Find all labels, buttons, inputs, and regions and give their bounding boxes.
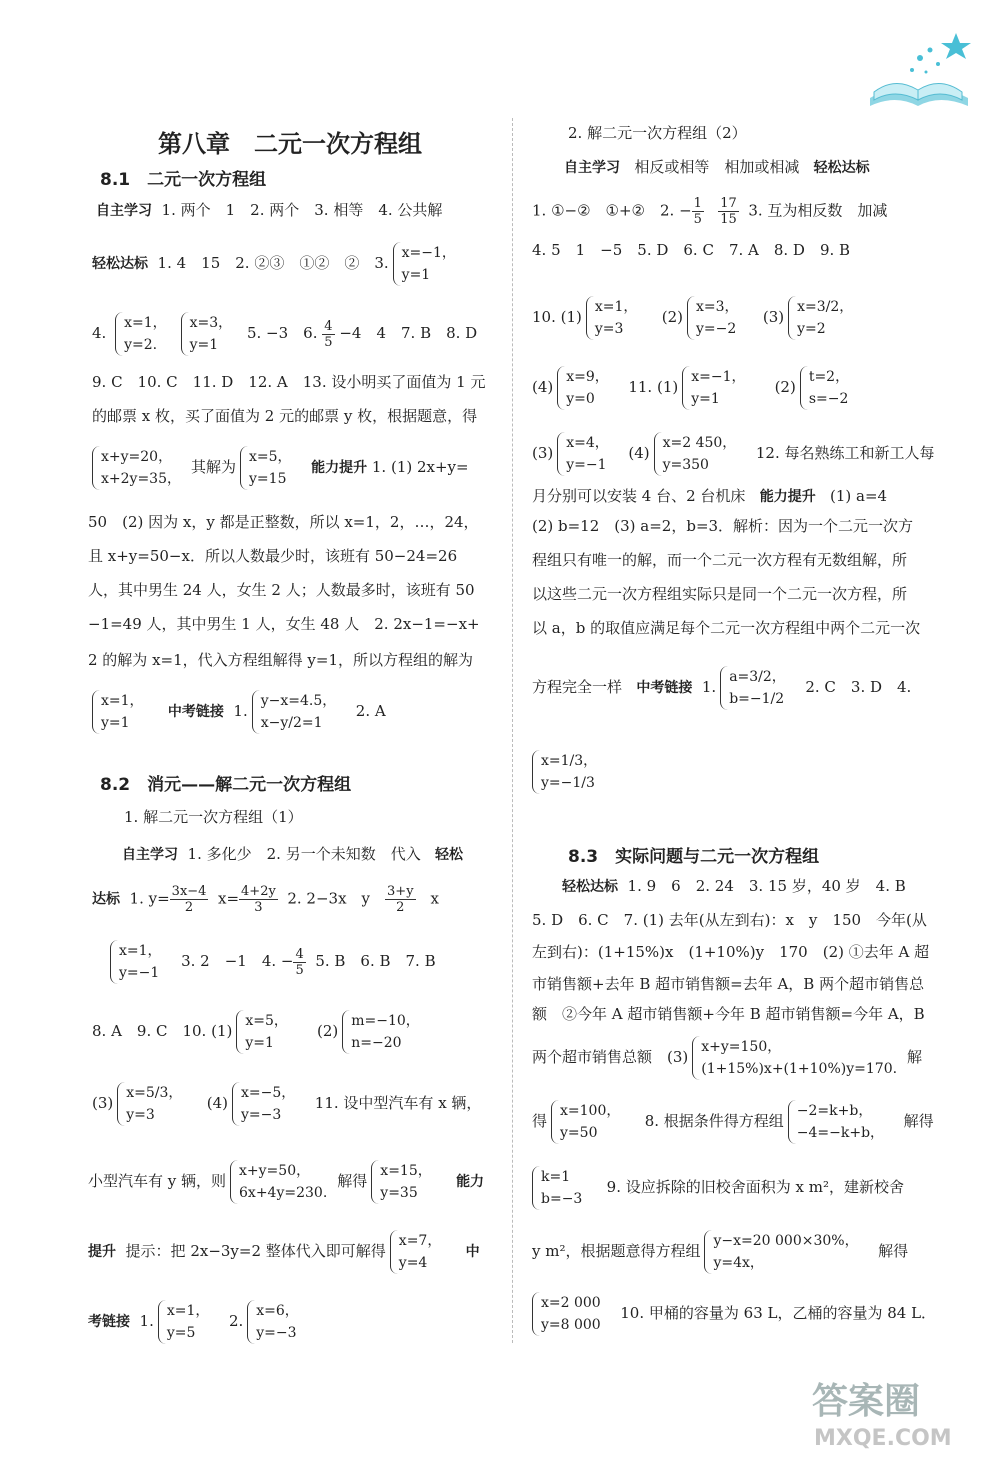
answer-line: 1. 9 6 2. 24 3. 15 岁，40 岁 4. B — [627, 877, 906, 895]
equation-system: y−x=4.5， x−y/2=1 — [252, 690, 343, 734]
equation-system: x=100， y=50 — [551, 1100, 626, 1144]
equation-system: x=−5， y=−3 — [232, 1082, 301, 1126]
answer-line: 两个超市销售总额 (3) — [532, 1048, 689, 1066]
equation-system: x=2 450， y=350 — [654, 432, 743, 476]
answer-line: 相反或相等 相加或相减 — [634, 158, 800, 176]
label-exam: 考链接 — [88, 1314, 130, 1330]
label-exam: 中考链接 — [636, 680, 693, 696]
answer-line: 1. 4 15 2. ②③ ①② ② 3. — [157, 254, 389, 272]
equation-system: −2=k+b， −4=−k+b， — [788, 1100, 890, 1144]
answer-line: 1. ①−② ①+② 2. − — [532, 201, 692, 220]
answer-line: (2) — [316, 1022, 339, 1040]
equation-system: x=7， y=4 — [390, 1230, 448, 1274]
answer-line: 解得 — [903, 1112, 934, 1130]
answer-line: 其解为 — [191, 458, 237, 476]
answer-line: y m²，根据题意得方程组 — [532, 1242, 701, 1260]
equation-system: x=−1， y=1 — [393, 242, 462, 286]
answer-line: (2) — [774, 378, 796, 396]
label-easy: 轻松 — [435, 847, 464, 863]
answer-line: −1=49 人，其中男生 1 人，女生 48 人 2. 2x−1=−x+ — [88, 615, 480, 633]
answer-line: 9. 设应拆除的旧校舍面积为 x m²，建新校舍 — [606, 1178, 904, 1196]
column-divider — [512, 118, 513, 1343]
answer-line: (4) — [532, 378, 554, 396]
answer-line: 1. 两个 1 2. 两个 3. 相等 4. 公共解 — [161, 201, 443, 219]
equation-system: x=3/2， y=2 — [788, 296, 859, 340]
answer-line: (1) a=4 — [830, 487, 888, 505]
fraction: $\frac{4}{5}$ — [324, 318, 333, 350]
answer-line: 提示：把 2x−3y=2 整体代入即可解得 — [125, 1242, 386, 1260]
answer-line: 3. 互为相反数 加减 — [748, 201, 888, 220]
answer-line: 8. 根据条件得方程组 — [644, 1112, 784, 1130]
subsection-title: 2. 解二元一次方程组（2） — [568, 124, 747, 142]
answer-line: 且 x+y=50−x．所以人数最少时，该班有 50−24=26 — [88, 547, 458, 565]
equation-system: x=5， y=1 — [236, 1010, 294, 1054]
equation-system: x+y=150， (1+15%)x+(1+10%)y=170. — [692, 1036, 903, 1080]
equation-system: x=1， y=−1 — [110, 940, 168, 984]
answer-line: 2 的解为 x=1，代入方程组解得 y=1，所以方程组的解为 — [88, 651, 474, 669]
equation-system: x=1， y=1 — [92, 690, 150, 734]
answer-line: 市销售额+去年 B 超市销售额=去年 A，B 两个超市销售总 — [532, 975, 925, 993]
equation-system: x=−1， y=1 — [682, 366, 751, 410]
answer-line: 2. — [228, 1312, 244, 1330]
label-easy: 轻松达标 — [562, 879, 618, 895]
equation-system: x=1， y=5 — [158, 1300, 216, 1344]
answer-line: 5. B 6. B 7. B — [315, 952, 436, 970]
equation-system: a=3/2， b=−1/2 — [720, 666, 792, 710]
equation-system: x=5， y=15 — [240, 446, 298, 490]
answer-line: 小型汽车有 y 辆，则 — [88, 1172, 227, 1190]
equation-system: x=2 000 y=8 000 — [532, 1292, 607, 1336]
label-easy: 达标 — [92, 891, 120, 908]
equation-system: x=1/3， y=−1/3 — [532, 750, 603, 794]
answer-line: 1. y= — [129, 889, 170, 908]
equation-system: x+y=50， 6x+4y=230. — [230, 1160, 333, 1204]
answer-line: (4) — [206, 1094, 228, 1112]
answer-line: 方程完全一样 — [532, 678, 623, 696]
answer-line: 1. — [139, 1312, 154, 1330]
answer-line: 8. A 9. C 10. (1) — [92, 1022, 233, 1040]
subsection-title: 1. 解二元一次方程组（1） — [124, 808, 303, 826]
answer-line: 1. — [233, 702, 248, 720]
equation-system: x=1， y=2. — [115, 312, 173, 356]
answer-line: 1. (1) 2x+y= — [371, 458, 469, 476]
answer-line: 以这些二元一次方程组实际只是同一个二元一次方程，所 — [532, 585, 908, 603]
equation-system: x=6， y=−3 — [247, 1300, 305, 1344]
answer-line: (2) — [661, 308, 683, 326]
answer-line: (2) b=12 (3) a=2，b=3．解析：因为一个二元一次方 — [532, 517, 914, 535]
equation-system: k=1 b=−3 — [532, 1166, 588, 1210]
chapter-title: 第八章 二元一次方程组 — [158, 130, 422, 158]
answer-line: 10. 甲桶的容量为 63 L，乙桶的容量为 84 L． — [620, 1304, 937, 1322]
label-ability: 提升 — [88, 1244, 116, 1260]
equation-system: x+y=20， x+2y=35， — [92, 446, 187, 490]
fraction: $\frac{3x-4}{2}$ — [171, 884, 207, 915]
answer-line: 4. 5 1 −5 5. D 6. C 7. A 8. D 9. B — [532, 241, 851, 259]
label-exam: 中 — [465, 1244, 480, 1260]
label-exam: 中考链接 — [167, 704, 224, 720]
answer-line: 解得 — [878, 1242, 909, 1260]
label-self-study: 自主学习 — [564, 160, 620, 176]
label-self-study: 自主学习 — [96, 203, 152, 219]
watermark-logo — [802, 1365, 982, 1455]
answer-line: (3) — [532, 444, 554, 462]
label-ability: 能力提升 — [311, 460, 368, 476]
answer-line: (3) — [762, 308, 785, 326]
answer-line: 人，其中男生 24 人，女生 2 人；人数最多时，该班有 50 — [88, 581, 475, 599]
answer-line: 得 — [532, 1112, 548, 1130]
answer-line: 12. 每名熟练工和新工人每 — [755, 444, 935, 462]
svg-text:MXQE.COM: MXQE.COM — [814, 1426, 952, 1451]
label-easy: 轻松达标 — [813, 160, 870, 176]
equation-system: x=15， y=35 — [371, 1160, 437, 1204]
answer-line: 解得 — [337, 1172, 368, 1190]
answer-line: 额 ②今年 A 超市销售额+今年 B 超市销售额=今年 A，B — [532, 1005, 925, 1023]
fraction: $\frac{17}{15}$ — [720, 196, 737, 227]
answer-line: 3. 2 −1 4. − — [181, 952, 294, 970]
label-self-study: 自主学习 — [122, 847, 178, 863]
equation-system: x=9， y=0 — [557, 366, 615, 410]
answer-line: 左到右)：(1+15%)x (1+10%)y 170 (2) ①去年 A 超 — [532, 943, 930, 961]
answer-line: (4) — [628, 444, 650, 462]
answer-line: 月分别可以安装 4 台、2 台机床 — [532, 487, 746, 505]
equation-system: m=−10， n=−20 — [342, 1010, 426, 1054]
answer-line: 11. 设中型汽车有 x 辆， — [314, 1094, 482, 1112]
watermark-text: 答案圈 — [812, 1381, 921, 1422]
book-stars-logo — [860, 28, 978, 110]
section-8-3-title: 8.3 实际问题与二元一次方程组 — [568, 847, 820, 867]
equation-system: x=5/3， y=3 — [117, 1082, 188, 1126]
fraction: $\frac{4}{5}$ — [295, 946, 304, 978]
label-easy: 轻松达标 — [92, 256, 148, 272]
section-8-1-title: 8.1 二元一次方程组 — [100, 170, 267, 190]
answer-line: 5. D 6. C 7. (1) 去年(从左到右)：x y 150 今年(从 — [532, 911, 927, 929]
label-ability: 能力提升 — [759, 489, 816, 505]
answer-line: 2. A — [355, 702, 386, 720]
answer-line: 50 (2) 因为 x，y 都是正整数，所以 x=1，2，…，24， — [88, 513, 479, 531]
equation-system: t=2， s=−2 — [800, 366, 855, 410]
equation-system: x=4， y=−1 — [557, 432, 615, 476]
answer-line: 1. 多化少 2. 另一个未知数 代入 — [187, 845, 421, 863]
answer-line: 解 — [907, 1048, 923, 1066]
answer-line: 11. (1) — [628, 378, 679, 396]
fraction: $\frac{1}{5}$ — [693, 196, 702, 227]
fraction: $\frac{3+y}{2}$ — [387, 884, 414, 915]
answer-line: 程组只有唯一的解，而一个二元一次方程有无数组解，所 — [532, 551, 908, 569]
equation-system: x=3， y=−2 — [687, 296, 745, 340]
answer-line: −4 4 7. B 8. D — [339, 324, 478, 342]
answer-line: 以 a，b 的取值应满足每个二元一次方程组中两个二元一次 — [532, 619, 921, 637]
label-ability: 能力 — [456, 1174, 485, 1190]
answer-line: (3) — [92, 1094, 114, 1112]
section-8-2-title: 8.2 消元——解二元一次方程组 — [100, 775, 352, 795]
equation-system: x=1， y=3 — [586, 296, 644, 340]
answer-line: 5. −3 6. — [246, 324, 318, 342]
fraction: $\frac{4+2y}{3}$ — [241, 884, 276, 915]
answer-line: 2. C 3. D 4. — [805, 678, 912, 696]
answer-line: 的邮票 x 枚，买了面值为 2 元的邮票 y 枚，根据题意，得 — [92, 407, 478, 425]
equation-system: y−x=20 000×30%， y=4x， — [704, 1230, 864, 1274]
equation-system: x=3， y=1 — [181, 312, 239, 356]
answer-line: 9. C 10. C 11. D 12. A 13. 设小明买了面值为 1 元 — [92, 373, 486, 391]
answer-line: 10. (1) — [532, 308, 582, 326]
answer-line: 1. — [701, 678, 717, 696]
